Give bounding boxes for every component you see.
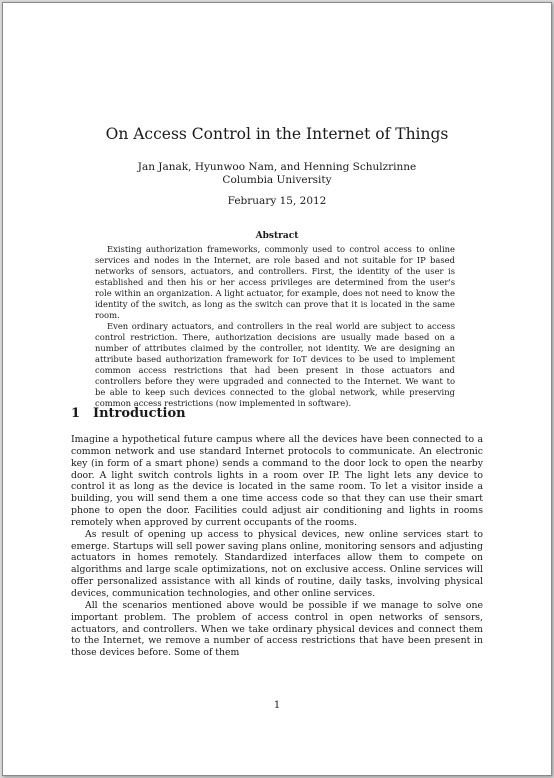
abstract-paragraph: Even ordinary actuators, and controllers in the real world are subject to access control restriction. There, authorization decisions are usually made based on a number of attributes claimed by the controller, not identity. We are designing an attribute based authorization framework for IoT devices to be used to implement common access restrictions that had been present in those actuators and controllers before they were upgraded and connected to the Internet. We want to be able to keep such devices connected to the global network, while preserving common access restrictions (now implemented in software). — [95, 321, 455, 408]
section-heading — [71, 406, 186, 422]
section-body — [71, 434, 483, 659]
body-paragraph: As result of opening up access to physical devices, new online services start to emerge. Startups will sell power saving plans online, monitoring sensors and adjusting actuators in homes remotely. Standardized interfaces allow them to compete on algorithms and large scale optimizations, not on exclusive access. Online services will offer personalized assistance with all kinds of routine, daily tasks, involving physical devices, communication technologies, and other online services. — [71, 528, 483, 599]
section-title: Introduction — [93, 406, 186, 421]
abstract-paragraph: Existing authorization frameworks, commonly used to control access to online services and nodes in the Internet, are role based and not suitable for IP based networks of sensors, actuators, and controllers. First, the identity of the user is established and then his or her access privileges are determined from the user's role within an organization. A light actuator, for example, does not need to know the identity of the switch, as long as the switch can prove that it is located in the same room. — [95, 244, 455, 320]
publication-date: February 15, 2012 — [227, 195, 327, 207]
abstract-heading: Abstract — [255, 231, 299, 241]
affiliation: Columbia University — [222, 174, 332, 186]
body-paragraph: All the scenarios mentioned above would be possible if we manage to solve one important problem. The problem of access control in open networks of sensors, actuators, and controllers. When we take ordinary physical devices and connect them to the Internet, we remove a number of access restrictions that have been present in those devices before. Some of them — [71, 599, 483, 659]
body-paragraph: Imagine a hypothetical future campus where all the devices have been connected to a common network and use standard Internet protocols to communicate. An electronic key (in form of a smart phone) sends a command to the door lock to open the nearby door. A light switch controls lights in a room over IP. The light lets any device to control it as long as the device is located in the same room. To let a visitor inside a building, you will send them a one time access code so that they can use their smart phone to open the door. Facilities could adjust air conditioning and lights in rooms remotely when approved by current occupants of the rooms. — [71, 434, 483, 528]
author-list: Jan Janak, Hyunwoo Nam, and Henning Schulzrinne — [137, 161, 417, 173]
paper-page — [2, 2, 552, 776]
page-number: 1 — [273, 700, 281, 711]
section-number: 1 — [71, 406, 81, 421]
abstract — [95, 244, 455, 409]
paper-title: On Access Control in the Internet of Things — [105, 125, 449, 143]
